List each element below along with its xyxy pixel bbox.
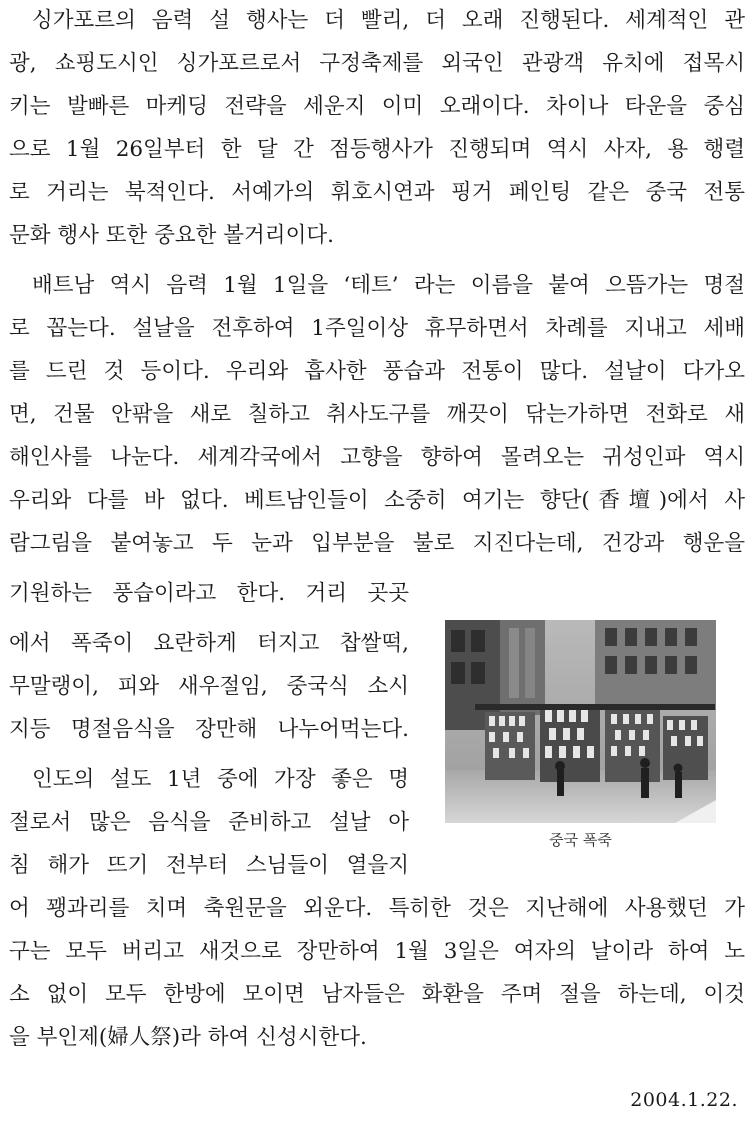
text-line: 인도의 설도 1년 중에 가장 좋은 명 [32,767,409,792]
text-line: 해인사를 나눈다. 세계각국에서 고향을 향하여 몰려오는 귀성인파 역시 [9,445,745,470]
firecracker-market-photo [445,620,716,823]
text-line: 으로 1월 26일부터 한 달 간 점등행사가 진행되며 역시 사자, 용 행렬 [9,137,745,162]
text-line: 기원하는 풍습이라고 한다. 거리 곳곳 [9,581,409,606]
text-line: 면, 건물 안팎을 새로 칠하고 취사도구를 깨끗이 닦는가하면 전화로 새 [9,402,745,427]
text-line: 절로서 많은 음식을 준비하고 설날 아 [9,810,409,835]
text-line: 로 거리는 북적인다. 서예가의 휘호시연과 핑거 페인팅 같은 중국 전통 [9,180,745,205]
text-line: 를 드린 것 등이다. 우리와 흡사한 풍습과 전통이 많다. 설날이 다가오 [9,359,745,384]
text-line: 소 없이 모두 한방에 모이면 남자들은 화환을 주며 절을 하는데, 이것 [9,982,745,1007]
text-line: 로 꼽는다. 설날을 전후하여 1주일이상 휴무하면서 차례를 지내고 세배 [9,316,745,341]
text-line: 싱가포르의 음력 설 행사는 더 빨리, 더 오래 진행된다. 세계적인 관 [32,8,745,33]
text-line: 배트남 역시 음력 1월 1일을 ‘테트’ 라는 이름을 붙여 으뜸가는 명절 [32,273,745,298]
text-line: 을 부인제(婦人祭)라 하여 신성시한다. [9,1025,367,1050]
text-line: 침 해가 뜨기 전부터 스님들이 열을지 [9,853,409,878]
text-line: 지등 명절음식을 장만해 나누어먹는다. [9,717,409,742]
text-line: 키는 발빠른 마케딩 전략을 세운지 이미 오래이다. 차이나 타운을 중심 [9,94,745,119]
document-date: 2004.1.22. [630,1089,738,1111]
text-line: 우리와 다를 바 없다. 베트남인들이 소중히 여기는 향단(香壇)에서 사 [9,488,745,513]
text-line: 구는 모두 버리고 새것으로 장만하여 1월 3일은 여자의 날이라 하여 노 [9,939,745,964]
text-line: 광, 쇼핑도시인 싱가포르로서 구정축제를 외국인 관광객 유치에 접목시 [9,51,745,76]
text-line: 문화 행사 또한 중요한 볼거리이다. [9,223,334,248]
text-line: 어 꽹과리를 치며 축원문을 외운다. 특히한 것은 지난해에 사용했던 가 [9,896,745,921]
text-line: 람그림을 붙여놓고 두 눈과 입부분을 불로 지진다는데, 건강과 행운을 [9,531,745,556]
photo-caption: 중국 폭죽 [549,831,612,849]
text-line: 무말랭이, 피와 새우절임, 중국식 소시 [9,674,409,699]
text-line: 에서 폭죽이 요란하게 터지고 찹쌀떡, [9,631,409,656]
